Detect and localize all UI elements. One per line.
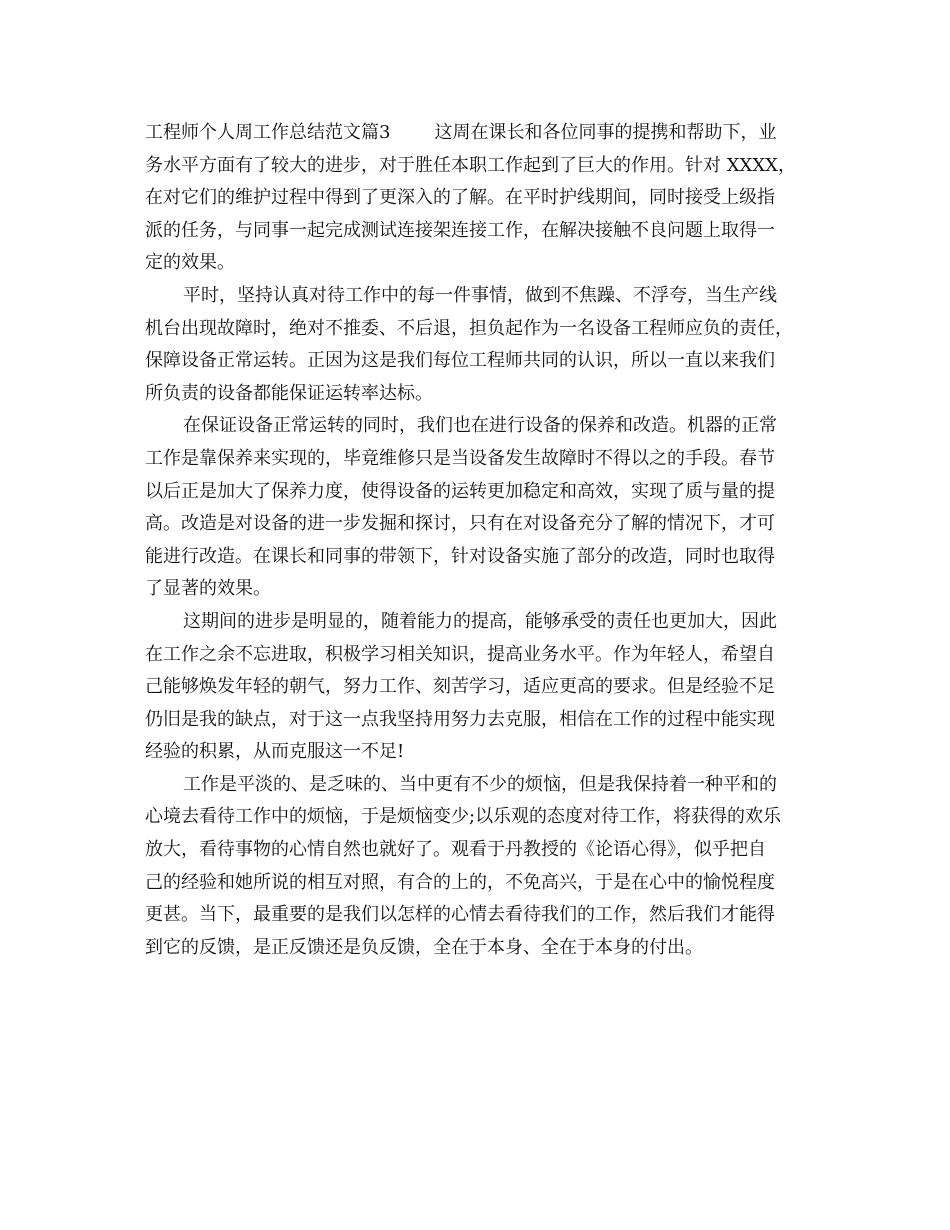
paragraph-line: 己的经验和她所说的相互对照，有合的上的，不免高兴，于是在心中的愉悦程度 — [145, 871, 775, 893]
paragraph-line: 定的效果。 — [145, 252, 235, 274]
paragraph-line: 所负责的设备都能保证运转率达标。 — [145, 382, 433, 404]
paragraph-3 — [145, 410, 810, 606]
paragraph-line: 能进行改造。在课长和同事的带领下，针对设备实施了部分的改造，同时也取得 — [145, 545, 775, 567]
paragraph-1 — [145, 117, 810, 280]
paragraph-5 — [145, 769, 810, 965]
document-body — [145, 117, 810, 964]
paragraph-line: 这期间的进步是明显的，随着能力的提高，能够承受的责任也更加大，因此 — [183, 610, 777, 632]
paragraph-line-text: 这周在课长和各位同事的提携和帮助下，业 — [434, 122, 777, 143]
paragraph-line: 工作是靠保养来实现的，毕竟维修只是当设备发生故障时不得以之的手段。春节 — [145, 447, 775, 469]
paragraph-line: 高。改造是对设备的进一步发掘和探讨，只有在对设备充分了解的情况下，才可 — [145, 513, 775, 535]
paragraph-line — [145, 117, 810, 150]
paragraph-line: 在对它们的维护过程中得到了更深入的了解。在平时护线期间，同时接受上级指 — [145, 187, 775, 209]
paragraph-line: 在保证设备正常运转的同时，我们也在进行设备的保养和改造。机器的正常 — [183, 415, 777, 437]
paragraph-line: 更甚。当下，最重要的是我们以怎样的心情去看待我们的工作，然后我们才能得 — [145, 904, 775, 926]
paragraph-line: 己能够焕发年轻的朝气，努力工作、刻苦学习，适应更高的要求。但是经验不足 — [145, 676, 775, 698]
paragraph-4 — [145, 606, 810, 769]
paragraph-line: 平时，坚持认真对待工作中的每一件事情，做到不焦躁、不浮夸，当生产线 — [183, 284, 777, 306]
paragraph-line: 机台出现故障时，绝对不推委、不后退，担负起作为一名设备工程师应负的责任， — [145, 317, 793, 339]
paragraph-line: 务水平方面有了较大的进步，对于胜任本职工作起到了巨大的作用。针对 XXXX， — [145, 154, 796, 176]
paragraph-line: 工作是平淡的、是乏味的、当中更有不少的烦恼，但是我保持着一种平和的 — [183, 773, 777, 795]
paragraph-2 — [145, 280, 810, 410]
paragraph-line: 保障设备正常运转。正因为这是我们每位工程师共同的认识，所以一直以来我们 — [145, 350, 775, 372]
document-title: 工程师个人周工作总结范文篇3 — [145, 122, 391, 143]
paragraph-line: 派的任务，与同事一起完成测试连接架连接工作，在解决接触不良问题上取得一 — [145, 219, 775, 241]
paragraph-line: 仍旧是我的缺点，对于这一点我坚持用努力去克服，相信在工作的过程中能实现 — [145, 708, 775, 730]
paragraph-line: 经验的积累，从而克服这一不足! — [145, 741, 405, 763]
paragraph-line: 了显著的效果。 — [145, 578, 271, 600]
paragraph-line: 到它的反馈，是正反馈还是负反馈，全在于本身、全在于本身的付出。 — [145, 936, 703, 958]
paragraph-line: 在工作之余不忘进取，积极学习相关知识，提高业务水平。作为年轻人，希望自 — [145, 643, 775, 665]
paragraph-line: 放大，看待事物的心情自然也就好了。观看于丹教授的《论语心得》，似乎把自 — [145, 839, 766, 861]
paragraph-line: 心境去看待工作中的烦恼，于是烦恼变少;以乐观的态度对待工作，将获得的欢乐 — [145, 806, 782, 828]
paragraph-line: 以后正是加大了保养力度，使得设备的运转更加稳定和高效，实现了质与量的提 — [145, 480, 775, 502]
